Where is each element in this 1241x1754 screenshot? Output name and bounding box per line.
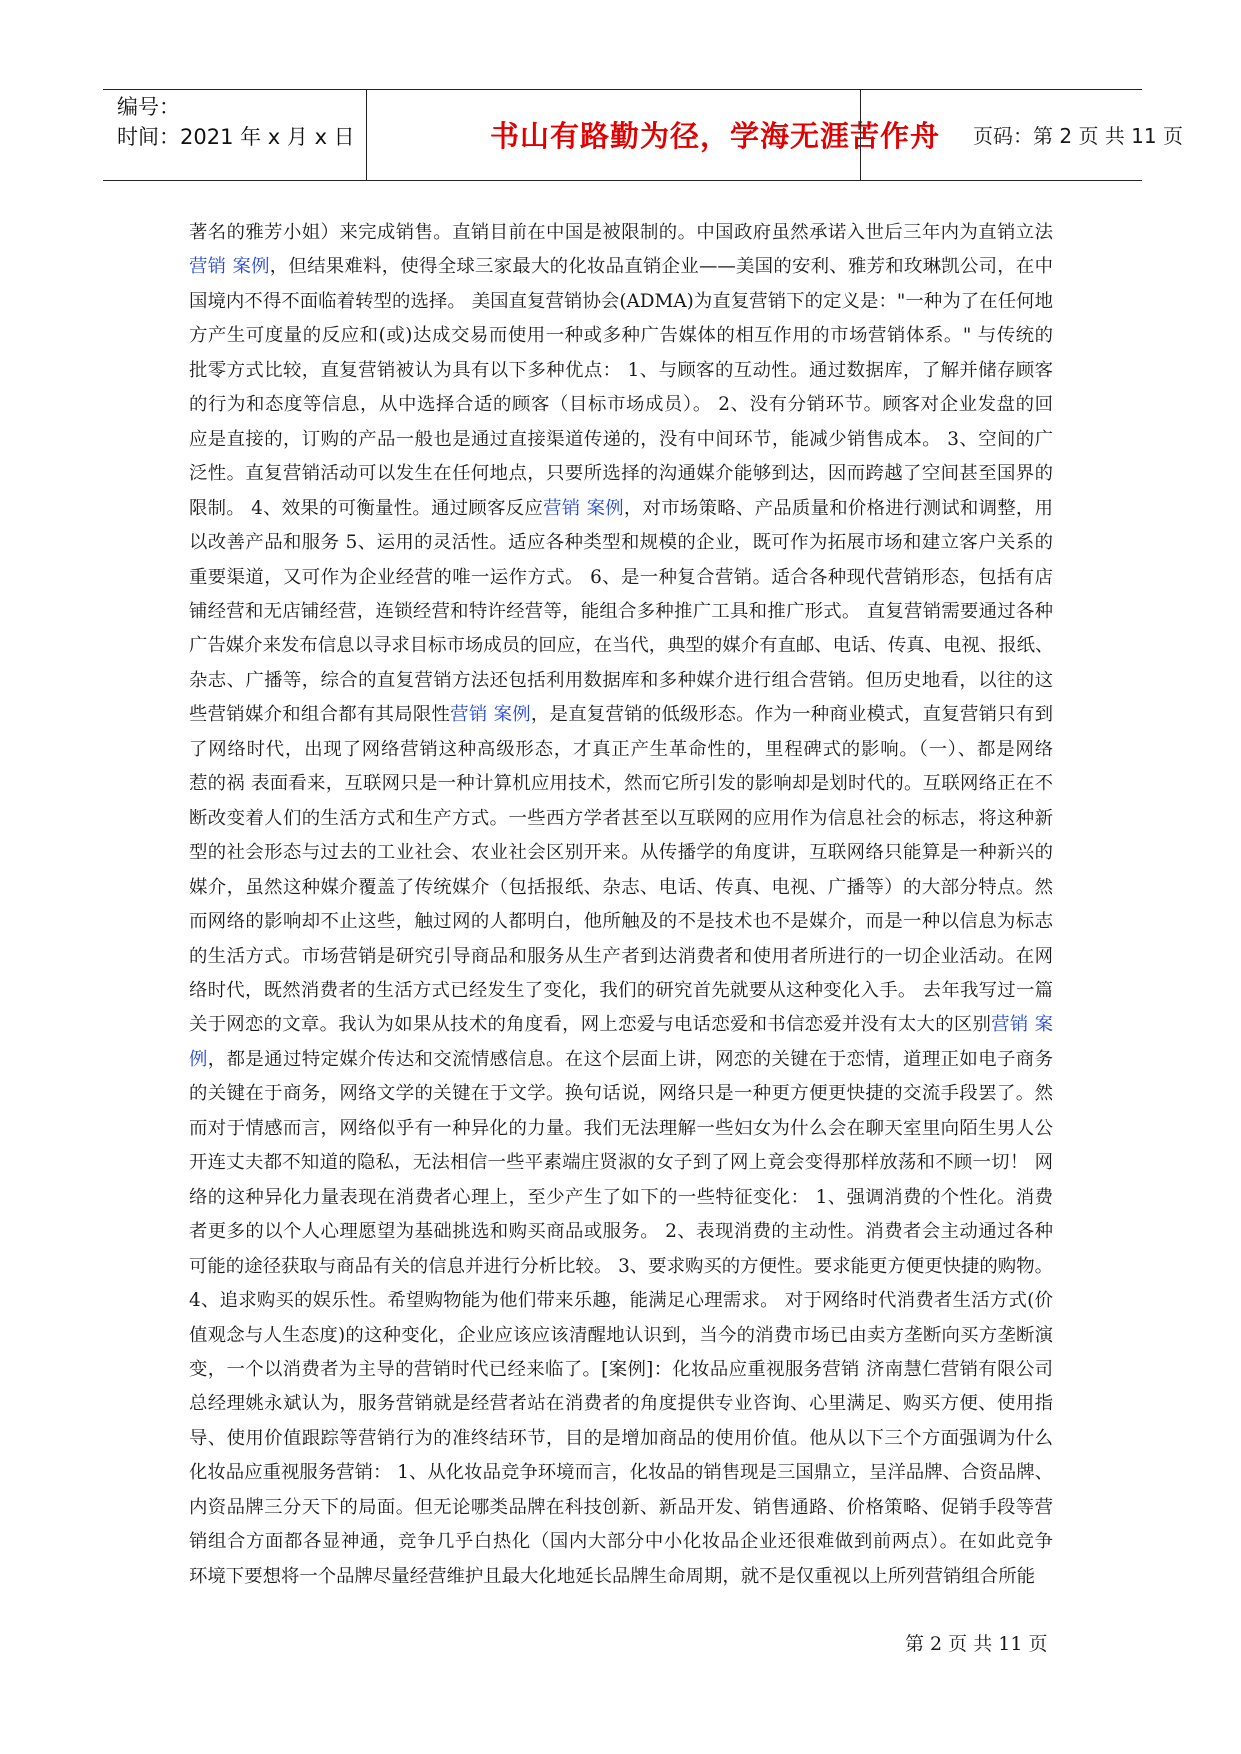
text-segment: 内资品牌三分天下的局面。但无论哪类品牌在科技创新、新品开发、销售通路、价格策略、促销手段等营 <box>189 1496 1053 1518</box>
text-segment: 方产生可度量的反应和(或)达成交易而使用一种或多种广告媒体的相互作用的市场营销体系。" 与传统的 <box>189 325 1053 347</box>
text-segment: 变，一个以消费者为主导的营销时代已经来临了。[案例]：化妆品应重视服务营销 济南慧仁营销有限公司 <box>189 1358 1053 1380</box>
text-segment: 批零方式比较，直复营销被认为具有以下多种优点： 1、与顾客的互动性。通过数据库，了解并储存顾客 <box>189 359 1053 381</box>
text-segment: 总经理姚永斌认为，服务营销就是经营者站在消费者的角度提供专业咨询、心里满足、购买方便、使用指 <box>189 1393 1053 1415</box>
text-line <box>189 1319 1053 1353</box>
text-line <box>189 733 1053 767</box>
text-line <box>189 905 1053 939</box>
keyword-link[interactable]: 营销 案 <box>991 1014 1053 1036</box>
text-line <box>189 1525 1053 1559</box>
text-segment: 可能的途径获取与商品有关的信息并进行分析比较。 3、要求购买的方便性。要求能更方便更快捷的购物。 <box>189 1255 1053 1277</box>
keyword-link[interactable]: 营销 案例 <box>543 497 624 519</box>
text-segment: 杂志、广播等，综合的直复营销方法还包括利用数据库和多种媒介进行组合营销。但历史地看，以往的这 <box>189 669 1053 691</box>
text-line <box>189 1008 1053 1042</box>
text-segment: 的关键在于商务，网络文学的关键在于文学。换句话说，网络只是一种更方便更快捷的交流手段罢了。然 <box>189 1083 1053 1105</box>
footer-page-number: 第 2 页 共 11 页 <box>905 1633 1048 1655</box>
text-segment: 而对于情感而言，网络似乎有一种异化的力量。我们无法理解一些妇女为什么会在聊天室里向陌生男人公 <box>189 1117 1053 1139</box>
text-line <box>189 250 1053 284</box>
text-segment: ，对市场策略、产品质量和价格进行测试和调整，用 <box>623 497 1053 519</box>
document-header <box>103 89 1183 181</box>
text-line <box>189 1491 1053 1525</box>
number-label: 编号： <box>117 95 180 119</box>
text-segment: 著名的雅芳小姐）来完成销售。直销目前在中国是被限制的。中国政府虽然承诺入世后三年内为直销立法 <box>189 222 1053 243</box>
text-segment: 重要渠道，又可作为企业经营的唯一运作方式。 6、是一种复合营销。适合各种现代营销形态，包括有店 <box>189 566 1053 588</box>
text-segment: 导、使用价值跟踪等营销行为的准终结环节，目的是增加商品的使用价值。他从以下三个方面强调为什么 <box>189 1427 1053 1449</box>
text-segment: 惹的祸 表面看来，互联网只是一种计算机应用技术，然而它所引发的影响却是划时代的。互联网络正在不 <box>189 773 1053 795</box>
text-line <box>189 1146 1053 1180</box>
text-line <box>189 1181 1053 1215</box>
text-segment: 的生活方式。市场营销是研究引导商品和服务从生产者到达消费者和使用者所进行的一切企业活动。在网 <box>189 945 1053 967</box>
text-line <box>189 319 1053 353</box>
text-line <box>189 1353 1053 1387</box>
body-text <box>189 216 1053 1594</box>
text-line <box>189 1077 1053 1111</box>
text-segment: 广告媒介来发布信息以寻求目标市场成员的回应，在当代，典型的媒介有直邮、电话、传真、电视、报纸、 <box>189 635 1053 657</box>
text-segment: 络的这种异化力量表现在消费者心理上，至少产生了如下的一些特征变化： 1、强调消费的个性化。消费 <box>189 1186 1053 1208</box>
text-segment: 型的社会形态与过去的工业社会、农业社会区别开来。从传播学的角度讲，互联网络只能算是一种新兴的 <box>189 842 1053 864</box>
text-line <box>189 802 1053 836</box>
text-segment: 关于网恋的文章。我认为如果从技术的角度看，网上恋爱与电话恋爱和书信恋爱并没有太大的区别 <box>189 1014 992 1036</box>
text-line <box>189 698 1053 732</box>
text-segment: 者更多的以个人心理愿望为基础挑选和购买商品或服务。 2、表现消费的主动性。消费者会主动通过各种 <box>189 1221 1053 1243</box>
header-divider <box>366 90 367 180</box>
text-line <box>189 285 1053 319</box>
text-line <box>189 836 1053 870</box>
header-meta <box>117 92 367 152</box>
keyword-link[interactable]: 营销 案例 <box>189 256 270 278</box>
text-segment: 以改善产品和服务 5、运用的灵活性。适应各种类型和规模的企业，既可作为拓展市场和建立客户关系的 <box>189 532 1053 554</box>
text-segment: 4、追求购买的娱乐性。希望购物能为他们带来乐趣，能满足心理需求。 对于网络时代消费者生活方式(价 <box>189 1290 1053 1312</box>
text-segment: ，都是通过特定媒介传达和交流情感信息。在这个层面上讲，网恋的关键在于恋情，道理正如电子商务 <box>207 1048 1053 1070</box>
text-line <box>189 595 1053 629</box>
text-line <box>189 1456 1053 1490</box>
text-line <box>189 767 1053 801</box>
text-line <box>189 629 1053 663</box>
text-segment: ，但结果难料，使得全球三家最大的化妆品直销企业——美国的安利、雅芳和玫琳凯公司，在中 <box>269 256 1053 278</box>
text-line <box>189 1112 1053 1146</box>
time-label: 时间：2021 年 x 月 x 日 <box>117 125 355 149</box>
text-segment: 络时代，既然消费者的生活方式已经发生了变化，我们的研究首先就要从这种变化入手。 去年我写过一篇 <box>189 979 1053 1001</box>
text-line <box>189 1250 1053 1284</box>
text-segment: 环境下要想将一个品牌尽量经营维护且最大化地延长品牌生命周期，就不是仅重视以上所列营销组合所能 <box>189 1565 1035 1587</box>
text-line <box>189 354 1053 388</box>
text-line <box>189 664 1053 698</box>
header-motto: 书山有路勤为径，学海无涯苦作舟 <box>489 119 940 153</box>
text-line <box>189 1043 1053 1077</box>
header-page-number: 页码：第 2 页 共 11 页 <box>973 124 1183 148</box>
text-segment: 而网络的影响却不止这些，触过网的人都明白，他所触及的不是技术也不是媒介，而是一种以信息为标志 <box>189 911 1053 933</box>
text-line <box>189 940 1053 974</box>
text-line <box>189 1387 1053 1421</box>
text-line <box>189 1215 1053 1249</box>
text-segment: 限制。 4、效果的可衡量性。通过顾客反应 <box>189 497 544 519</box>
text-line <box>189 1560 1053 1594</box>
text-line <box>189 216 1053 250</box>
text-segment: 媒介，虽然这种媒介覆盖了传统媒介（包括报纸、杂志、电话、传真、电视、广播等）的大部分特点。然 <box>189 876 1053 898</box>
text-segment: 了网络时代，出现了网络营销这种高级形态，才真正产生革命性的，里程碑式的影响。（一）、都是网络 <box>189 738 1053 760</box>
text-segment: 化妆品应重视服务营销： 1、从化妆品竞争环境而言，化妆品的销售现是三国鼎立，呈洋品牌、合资品牌、 <box>189 1462 1053 1484</box>
text-line <box>189 561 1053 595</box>
text-segment: 开连丈夫都不知道的隐私，无法相信一些平素端庄贤淑的女子到了网上竟会变得那样放荡和不顾一切！ 网 <box>189 1152 1053 1174</box>
text-segment: 泛性。直复营销活动可以发生在任何地点，只要所选择的沟通媒介能够到达，因而跨越了空间甚至国界的 <box>189 463 1053 485</box>
text-segment: ，是直复营销的低级形态。作为一种商业模式，直复营销只有到 <box>530 704 1053 726</box>
text-line <box>189 457 1053 491</box>
text-line <box>189 974 1053 1008</box>
keyword-link[interactable]: 营销 案例 <box>450 704 531 726</box>
text-line <box>189 871 1053 905</box>
header-divider <box>860 90 861 180</box>
text-segment: 的行为和态度等信息，从中选择合适的顾客（目标市场成员）。 2、没有分销环节。顾客对企业发盘的回 <box>189 394 1053 416</box>
text-line <box>189 1284 1053 1318</box>
text-segment: 铺经营和无店铺经营，连锁经营和特许经营等，能组合多种推广工具和推广形式。 直复营销需要通过各种 <box>189 600 1053 622</box>
text-segment: 销组合方面都各显神通，竞争几乎白热化（国内大部分中小化妆品企业还很难做到前两点）。在如此竞争 <box>189 1531 1053 1553</box>
keyword-link[interactable]: 例 <box>189 1048 208 1070</box>
text-segment: 应是直接的，订购的产品一般也是通过直接渠道传递的，没有中间环节，能减少销售成本。 3、空间的广 <box>189 428 1053 450</box>
text-line <box>189 388 1053 422</box>
text-line <box>189 1422 1053 1456</box>
text-line <box>189 526 1053 560</box>
text-segment: 些营销媒介和组合都有其局限性 <box>189 704 451 726</box>
text-segment: 国境内不得不面临着转型的选择。 美国直复营销协会(ADMA)为直复营销下的定义是："一种为了在任何地 <box>189 290 1053 312</box>
text-segment: 断改变着人们的生活方式和生产方式。一些西方学者甚至以互联网的应用作为信息社会的标志，将这种新 <box>189 807 1053 829</box>
text-segment: 值观念与人生态度)的这种变化，企业应该应该清醒地认识到，当今的消费市场已由卖方垄断向买方垄断演 <box>189 1324 1053 1346</box>
text-line <box>189 423 1053 457</box>
text-line <box>189 492 1053 526</box>
